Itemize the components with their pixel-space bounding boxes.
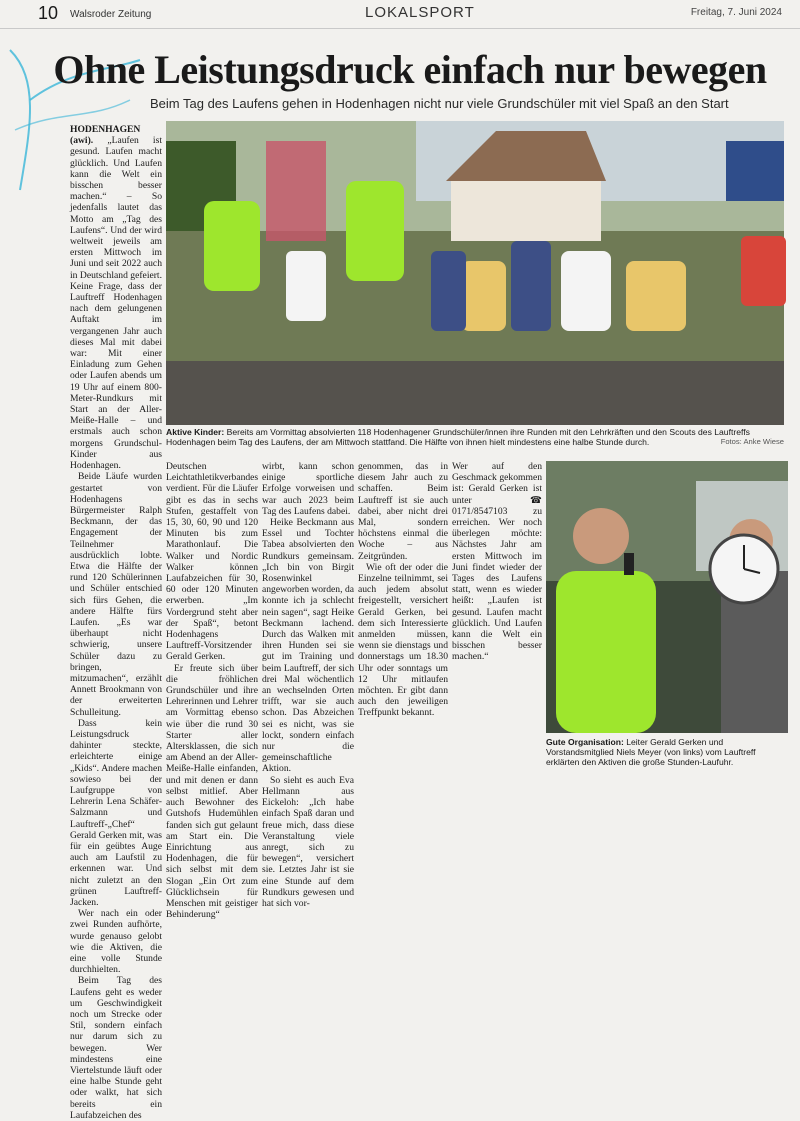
photo-caption-2 [546,737,788,767]
dateline: HODENHAGEN (awi). [70,124,141,147]
paragraph: Heike Beckmann aus Essel und Tochter Tabea absolvierten den Rundkurs gemeinsam. „Ich bin von Birgit Rosenwinkel angeworben worden, da konnte ich ja schlecht nein sagen“, sagt Heike Beckmann lachend. Durch das Walken mit ihren Hunden sei sie gut im Training und beim Lauftreff, der sich drei Mal wöchentlich an wechselnden Orten trifft, war sie auch schon. Das Abzeichen sei es nicht, was sie lockt, sondern einfach nur die gemeinschaftliche Aktion. [262,517,354,775]
caption-text: Bereits am Vormittag absolvierten 118 Hodenhagener Grundschüler/innen ihre Runden mit den Lehrkräften und den Scouts des Lauftreffs Hodenhagen beim Tag des Laufens, der am Mittwoch stattfand. Die Hälfte von ihnen hielt mindestens eine halbe Stunde durch. [166,427,750,447]
paragraph: Wie oft der oder die Einzelne teilnimmt, sei auch jedem absolut freigestellt, versichert Gerald Gerken, bei dem sich Interessierte anmelden müssen, wenn sie dienstags und donnerstags um 18.30 Uhr oder sonntags um 12 Uhr mitlaufen möchten. Er gibt dann auch den jeweiligen Treffpunkt bekannt. [358,561,448,719]
article-column-4 [358,461,448,770]
photo-credit: Fotos: Anke Wiese [720,437,784,446]
photo-caption-1 [166,427,784,447]
photo-organisers-clock [546,461,788,733]
paragraph: „Laufen ist gesund. Laufen macht glücklich. Und Laufen kann die Welt ein bisschen besser machen.“ – So jedenfalls lautet das Motto am „Tag des Laufens“. Und der wird weltweit jeweils am ersten Mittwoch im Juni und seit 2022 auch in Deutschland gefeiert. Keine Frage, dass der Lauftreff Hodenhagen nach dem gelungenen Auftakt im vergangenen Jahr auch dieses Mal mit dabei war: Mit einer Einladung zum Gehen oder Laufen abends um 19 Uhr auf einem 800-Meter-Rundkurs mit Start an der Aller-Meiße-Halle – und erstmals auch schon morgens Grundschul-Kinder aus Hodenhagen. [70,135,162,472]
paragraph: genommen, das in diesem Jahr auch zu schaffen. Beim Lauftreff ist sie auch dabei, aber nicht drei Mal, sondern höchstens einmal die Woche – aus Zeitgründen. [358,461,448,562]
page-header [0,0,800,29]
paragraph: Beim Tag des Laufens geht es weder um Geschwindigkeit noch um Strecke oder Stil, sondern einfach nur darum sich zu bewegen. Wer mindestens eine Viertelstunde läuft oder eine halbe Stunde geht oder walkt, hat sich bereits ein Laufabzeichen des [70,975,162,1121]
paragraph: Dass kein Leistungsdruck dahinter steckte, erleichterte einige „Kids“. Andere machen sowieso bei der Laufgruppe von Lehrerin Lena Schäfer-Salzmann und Lauftreff-„Chef“ Gerald Gerken mit, was für ein geübtes Auge auch am Laufstil zu erkennen war. Und nicht zuletzt an den grünen Lauftreff-Jacken. [70,717,162,909]
article-column-5 [452,461,542,770]
headline: Ohne Leistungsdruck einfach nur bewegen [53,47,767,92]
caption-lead: Aktive Kinder: [166,427,225,437]
article-column-3 [262,461,354,909]
article-column-2 [166,461,259,921]
paragraph: Wer auf den Geschmack gekommen ist: Gerald Gerken ist unter ☎ 0171/8547103 zu erreichen. Wer noch überlegen möchte: Nächstes Jahr am ersten Mittwoch im Juni findet wieder der Tages des Laufens statt, wenn es wieder heißt: „Laufen ist gesund. Laufen macht glücklich. Und Laufen kann die Welt ein bisschen besser machen.“ [452,461,542,663]
section-title: LOKALSPORT [365,4,475,21]
paragraph: Wer nach ein oder zwei Runden aufhörte, wurde genauso gelobt wie die Aktiven, die eine volle Stunde durchhielten. [70,908,162,976]
paragraph: So sieht es auch Eva Hellmann aus Eickeloh: „Ich habe einfach Spaß daran und freue mich, dass diese Veranstaltung viele anregt, sich zu bewegen“, versichert sie. Letztes Jahr ist sie eine Stunde auf dem Rundkurs gewesen und hat sich vor- [262,774,354,909]
subheadline: Beim Tag des Laufens gehen in Hodenhagen nicht nur viele Grundschüler mit viel Spaß an den Start [150,96,729,111]
caption-text: Leiter Gerald Gerken und Vorstandsmitglied Niels Meyer (von links) vom Lauftreff erklärten den Aktiven die große Stunden-Laufuhr. [546,737,756,767]
paragraph: Beide Läufe wurden gestartet von Hodenhagens Bürgermeister Ralph Beckmann, der das Engagement der Teilnehmer ausdrücklich lobte. Etwa die Hälfte der rund 120 Schülerinnen und Schüler entschied sich fürs Gehen, die andere Hälfte fürs Laufen. „Es war überhaupt nicht schwierig, unsere Schüler dazu zu bringen, mitzumachen“, erzählt Annett Brookmann von der erweiterten Schulleitung. [70,471,162,718]
paragraph: Er freute sich über die fröhlichen Grundschüler und ihre Lehrerinnen und Lehrer am Vormittag ebenso wie über die rund 30 Starter aller Altersklassen, die sich am Abend an der Aller-Meiße-Halle einfanden, und mit denen er dann selbst mitlief. Aber auch Bewohner des Gutshofs Hudemühlen fanden sich gut gelaunt am Start ein. Die Einrichtung aus Hodenhagen, die für sich selbst mit dem Slogan „Ein Ort zum Glücklichsein für Menschen mit geistiger Behinderung“ [166,662,258,921]
newspaper-name: Walsroder Zeitung [70,9,152,20]
photo-running-children [166,121,784,425]
page-number: 10 [38,3,59,23]
issue-date: Freitag, 7. Juni 2024 [690,7,782,18]
caption-lead: Gute Organisation: [546,737,624,747]
article-column-1 [70,124,162,1121]
paragraph: Deutschen Leichtathletikverbandes verdient. Für die Läufer gibt es das in sechs Stufen, gestaffelt von 15, 30, 60, 90 und 120 Minuten bis zum Marathonlauf. Die Walker und Nordic Walker können Laufabzeichen für 30, 60 oder 120 Minuten erwerben. „Im Vordergrund steht aber der Spaß“, betont Hodenhagens Lauftreff-Vorsitzender Gerald Gerken. [166,461,259,663]
paragraph: wirbt, kann schon einige sportliche Erfolge vorweisen und war auch 2023 beim Tag des Laufens dabei. [262,461,354,517]
